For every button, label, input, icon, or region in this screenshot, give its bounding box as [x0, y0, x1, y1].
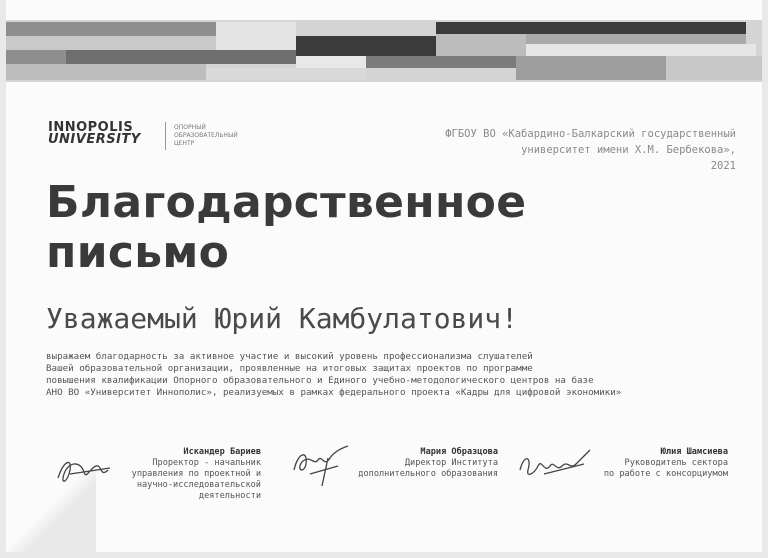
body-line: Вашей образовательной организации, проявленные на итоговых защитах проектов по программе: [46, 363, 533, 374]
body-line: выражаем благодарность за активное участие и высокий уровень профессионализма слушателей: [46, 351, 533, 362]
signatory-position: Проректор - начальник: [152, 458, 261, 468]
logo-subtitle: ОПОРНЫЙ ОБРАЗОВАТЕЛЬНЫЙ ЦЕНТР: [174, 124, 238, 147]
signatory-name: Юлия Шамсиева: [660, 447, 728, 457]
signatory-3: [588, 447, 728, 480]
signature-3: [514, 444, 594, 488]
signatory-name: Мария Образцова: [420, 447, 498, 457]
page-corner-shadow: [6, 470, 96, 552]
body-line: АНО ВО «Университет Иннополис», реализуемых в рамках федерального проекта «Кадры для цифровой экономики»: [46, 387, 622, 398]
organization-line: университет имени Х.М. Бербекова»,: [521, 144, 736, 156]
signatory-position: Руководитель сектора: [624, 458, 728, 468]
logo-line-1: INNOPOLIS: [48, 120, 134, 135]
organization-year: 2021: [710, 160, 736, 172]
signatory-position: деятельности: [198, 491, 261, 501]
title-line-1: Благодарственное: [46, 177, 527, 228]
signatory-position: научно-исследовательской: [136, 480, 261, 490]
organization-block: [406, 126, 736, 174]
logo-line-2: UNIVERSITY: [48, 132, 141, 147]
body-line: повышения квалификации Опорного образовательного и Единого учебно-методологического центров на базе: [46, 375, 594, 386]
signatory-1: [116, 447, 261, 502]
greeting: Уважаемый Юрий Камбулатович!: [46, 302, 519, 335]
letter-body: [46, 351, 746, 399]
certificate-sheet: [6, 0, 762, 552]
signatory-position: управления по проектной и: [131, 469, 261, 479]
signatory-name: Искандер Бариев: [183, 447, 261, 457]
signatory-position: Директор Института: [404, 458, 498, 468]
logo-divider: [165, 122, 166, 150]
organization-line: ФГБОУ ВО «Кабардино-Балкарский государственный: [445, 128, 736, 140]
innopolis-logo: [48, 120, 238, 147]
document-title: [46, 178, 526, 278]
signatory-position: по работе с консорциумом: [603, 469, 728, 479]
signatory-position: дополнительного образования: [358, 469, 498, 479]
title-line-2: письмо: [46, 227, 230, 278]
signatory-2: [336, 447, 498, 480]
